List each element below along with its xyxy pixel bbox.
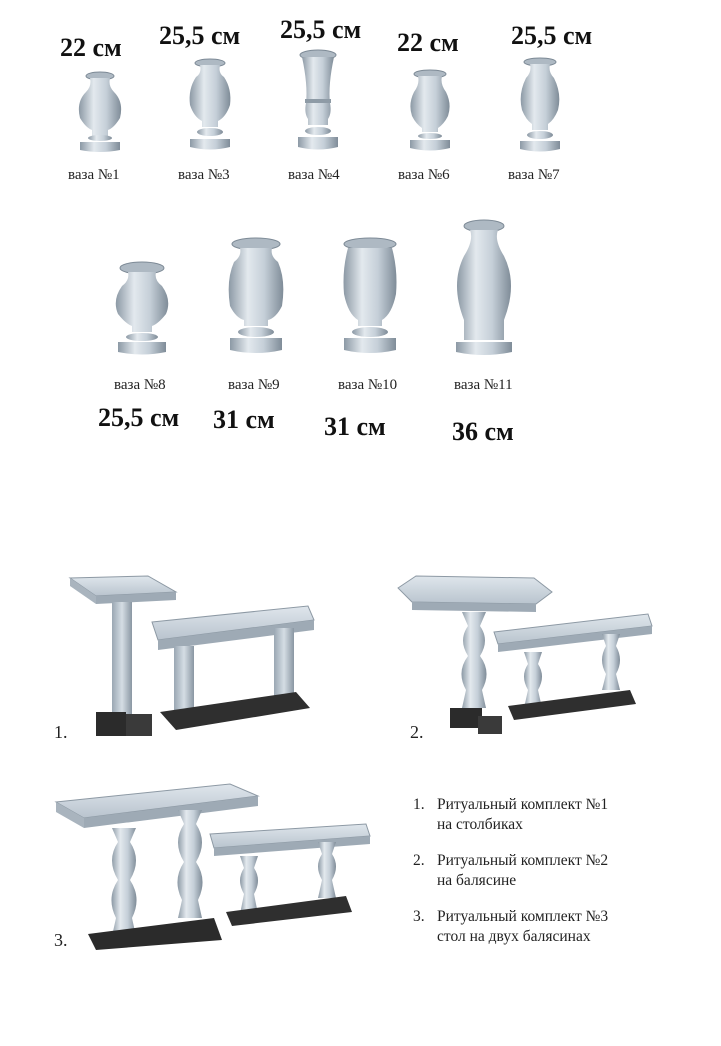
vase-1-label: ваза №1 <box>68 167 120 183</box>
vase-11-label: ваза №11 <box>454 377 513 393</box>
vase-8-label: ваза №8 <box>114 377 166 393</box>
vase-11-size: 36 см <box>452 417 514 446</box>
vase-1-size: 22 см <box>60 33 122 62</box>
vase-10-size: 31 см <box>324 412 386 441</box>
vase-10-image <box>344 238 397 353</box>
legend-item-line1: Ритуальный комплект №1 <box>437 796 609 813</box>
legend-item-line1: Ритуальный комплект №2 <box>437 852 609 869</box>
set-1-number: 1. <box>54 722 68 742</box>
vase-6-image <box>410 70 450 151</box>
vase-3-label: ваза №3 <box>178 167 230 183</box>
vase-11-image <box>456 220 512 355</box>
vase-4-label: ваза №4 <box>288 167 340 183</box>
set-1-image <box>70 576 314 736</box>
sets-legend <box>413 795 703 955</box>
legend-item-line2: стол на двух балясинах <box>437 928 591 945</box>
vase-10-label: ваза №10 <box>338 377 398 393</box>
vase-7-image <box>520 58 560 152</box>
vase-3-image <box>190 59 231 150</box>
vase-9-label: ваза №9 <box>228 377 280 393</box>
set-2-image <box>398 576 652 734</box>
vase-4-size: 25,5 см <box>280 15 362 44</box>
vase-4-image <box>298 50 338 150</box>
set-3-number: 3. <box>54 930 68 950</box>
legend-item-number: 2. <box>413 852 425 869</box>
vase-7-label: ваза №7 <box>508 167 560 183</box>
vase-1-image <box>79 72 121 152</box>
legend-item-line1: Ритуальный комплект №3 <box>437 908 609 925</box>
vase-6-size: 22 см <box>397 28 459 57</box>
vase-8-image <box>116 262 169 355</box>
vase-3-size: 25,5 см <box>159 21 241 50</box>
vase-9-image <box>229 238 284 353</box>
legend-item-number: 3. <box>413 908 425 925</box>
vase-9-size: 31 см <box>213 405 275 434</box>
vase-6-label: ваза №6 <box>398 167 450 183</box>
legend-item-line2: на балясине <box>437 872 517 889</box>
vase-7-size: 25,5 см <box>511 21 593 50</box>
set-2-number: 2. <box>410 722 424 742</box>
vase-8-size: 25,5 см <box>98 403 180 432</box>
set-3-image <box>56 784 370 950</box>
legend-item-line2: на столбиках <box>437 816 523 833</box>
legend-item-number: 1. <box>413 796 425 813</box>
